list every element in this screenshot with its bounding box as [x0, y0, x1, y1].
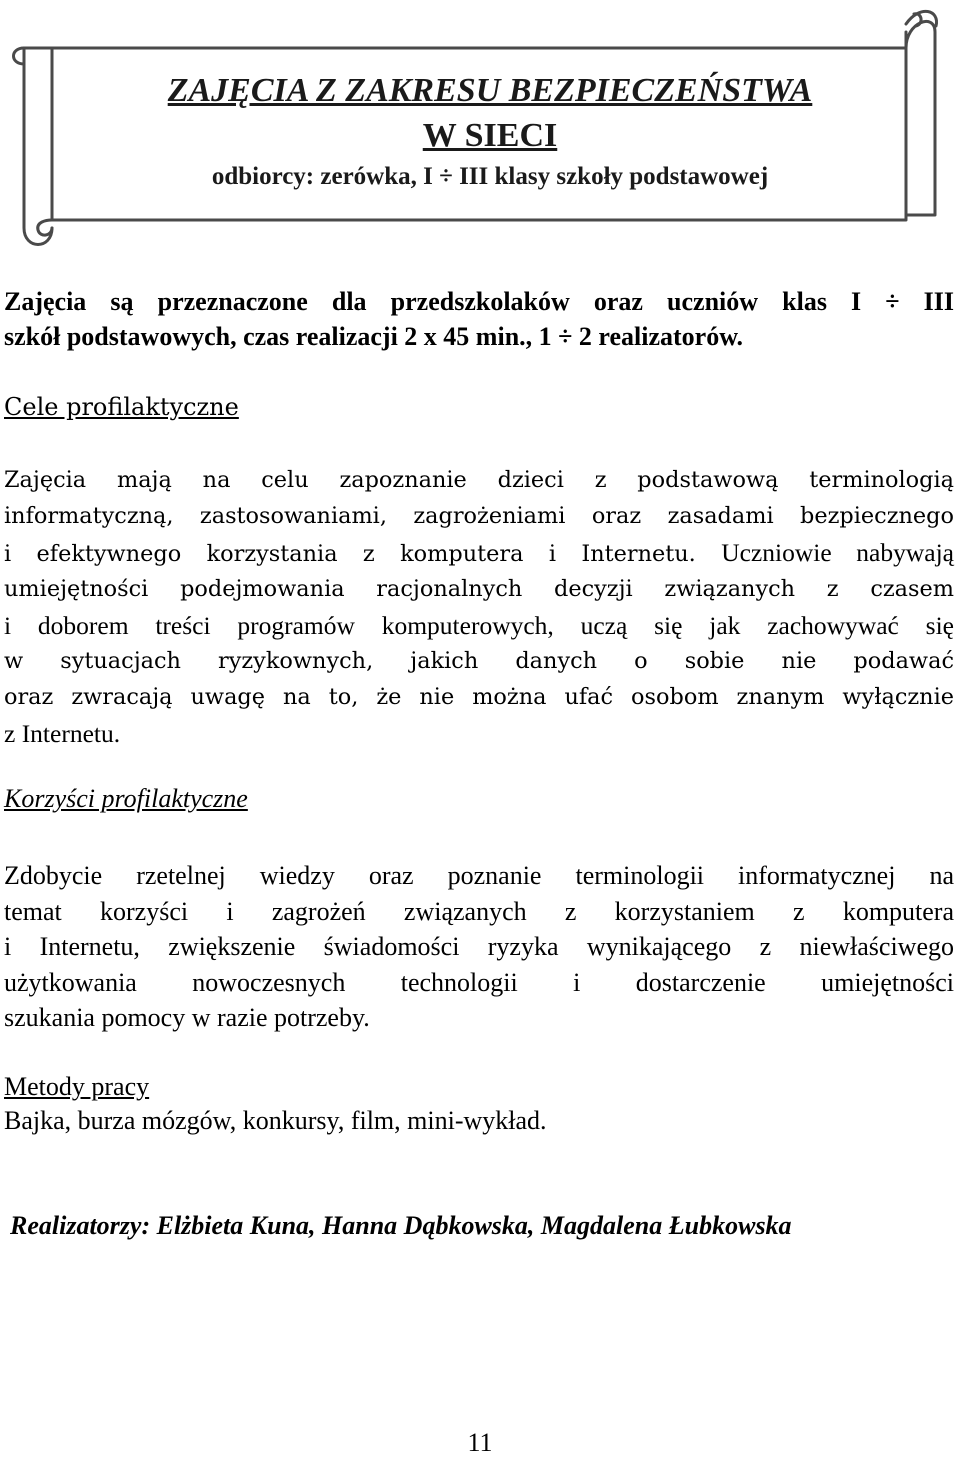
cele-line: i doborem treści programów komputerowych, uczą się jak zachowywać się	[4, 611, 954, 641]
banner-audience: odbiorcy: zerówka, I ÷ III klasy szkoły podstawowej	[211, 163, 769, 190]
korzysci-paragraph	[4, 858, 954, 1036]
section-heading-cele: Cele profilaktyczne	[4, 393, 239, 421]
section-heading-metody: Metody pracy	[4, 1072, 150, 1101]
cele-line: oraz zwracają uwagę na to, że nie można ufać osobom znanym wyłącznie	[4, 683, 954, 710]
cele-line-start: i efektywnego korzystania z komputera i Internetu.	[4, 540, 696, 567]
korzysci-line: i Internetu, zwiększenie świadomości ryzyka wynikającego z niewłaściwego	[4, 932, 954, 961]
korzysci-line: szukania pomocy w razie potrzeby.	[4, 1003, 370, 1032]
cele-line: informatyczną, zastosowaniami, zagrożeniami oraz zasadami bezpiecznego	[4, 502, 954, 529]
korzysci-line: użytkowania nowoczesnych technologii i dostarczenie umiejętności	[4, 967, 954, 997]
cele-line: z Internetu.	[4, 718, 121, 748]
cele-line-end: Uczniowie nabywają	[721, 537, 954, 567]
banner-title: ZAJĘCIA Z ZAKRESU BEZPIECZEŃSTWA	[167, 72, 813, 109]
cele-line: w sytuacjach ryzykownych, jakich danych o sobie nie podawać	[4, 647, 954, 674]
cele-line	[4, 535, 954, 573]
intro-paragraph	[4, 284, 954, 354]
banner-title-continued: W SIECI	[422, 117, 558, 154]
authors-line: Realizatorzy: Elżbieta Kuna, Hanna Dąbkowska, Magdalena Łubkowska	[10, 1211, 792, 1240]
cele-line: Zajęcia mają na celu zapoznanie dzieci z podstawową terminologią	[4, 467, 954, 493]
scroll-banner	[0, 0, 960, 260]
korzysci-line: temat korzyści i zagrożeń związanych z korzystaniem z komputera	[4, 896, 954, 926]
metody-text: Bajka, burza mózgów, konkursy, film, mini-wykład.	[4, 1106, 547, 1135]
korzysci-line: Zdobycie rzetelnej wiedzy oraz poznanie terminologii informatycznej na	[4, 861, 954, 890]
page-number: 11	[467, 1428, 493, 1457]
section-heading-korzysci: Korzyści profilaktyczne	[4, 784, 248, 813]
intro-line: szkół podstawowych, czas realizacji 2 x 45 min., 1 ÷ 2 realizatorów.	[4, 322, 744, 351]
cele-paragraph	[4, 463, 954, 751]
cele-line: umiejętności podejmowania racjonalnych decyzji związanych z czasem	[4, 576, 954, 603]
intro-line: Zajęcia są przeznaczone dla przedszkolaków oraz uczniów klas I ÷ III	[4, 287, 954, 316]
